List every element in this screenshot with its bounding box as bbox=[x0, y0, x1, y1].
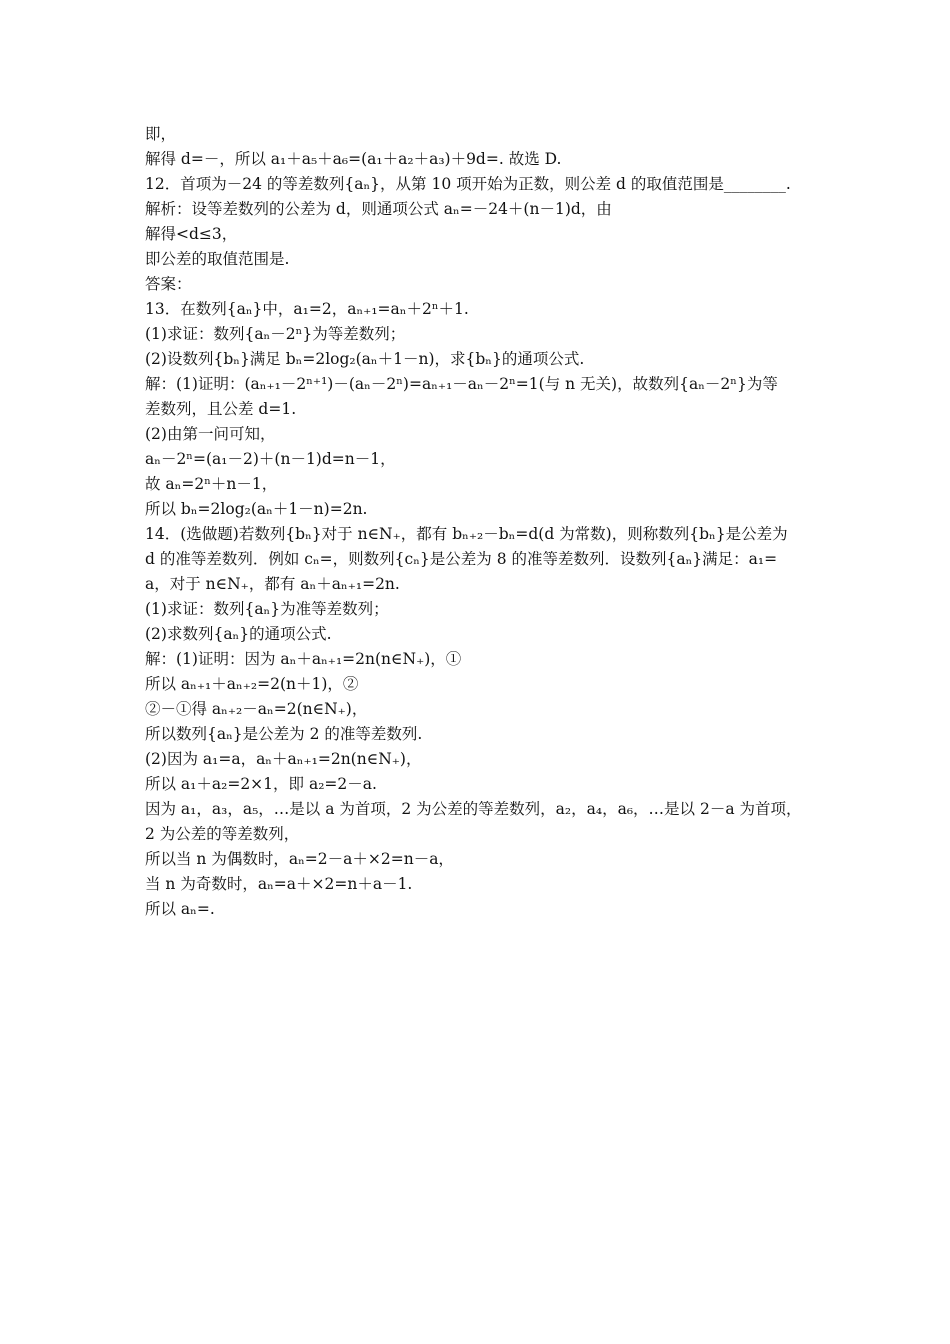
text-line: (1)求证：数列{aₙ}为准等差数列； bbox=[145, 600, 389, 618]
text-line: ②－①得 aₙ₊₂－aₙ=2(n∈N₊)， bbox=[145, 700, 368, 718]
text-line: 所以 aₙ=. bbox=[145, 900, 215, 918]
answer-label: 答案： bbox=[145, 275, 192, 293]
problem-14-statement: 14．(选做题)若数列{bₙ}对于 n∈N₊，都有 bₙ₊₂－bₙ=d(d 为常数)，则称数列{bₙ}是公差为 bbox=[145, 525, 788, 543]
text-line: (2)求数列{aₙ}的通项公式. bbox=[145, 625, 332, 643]
text-line: 所以 aₙ₊₁＋aₙ₊₂=2(n＋1)，② bbox=[145, 675, 359, 693]
text-line: 所以 a₁＋a₂=2×1，即 a₂=2－a. bbox=[145, 775, 377, 793]
text-line: 解得 d=－，所以 a₁＋a₅＋a₆=(a₁＋a₂＋a₃)＋9d=. 故选 D. bbox=[145, 150, 562, 168]
text-line: (1)求证：数列{aₙ－2ⁿ}为等差数列； bbox=[145, 325, 406, 343]
text-line: 解析：设等差数列的公差为 d，则通项公式 aₙ=－24＋(n－1)d，由 bbox=[145, 200, 612, 218]
problem-12-statement: 12．首项为－24 的等差数列{aₙ}，从第 10 项开始为正数，则公差 d 的取值范围是________. bbox=[145, 175, 791, 193]
text-line: d 的准等差数列．例如 cₙ=，则数列{cₙ}是公差为 8 的准等差数列．设数列{aₙ}满足：a₁= bbox=[145, 550, 778, 568]
text-line: 解：(1)证明：(aₙ₊₁－2ⁿ⁺¹)－(aₙ－2ⁿ)=aₙ₊₁－aₙ－2ⁿ=1(与 n 无关)，故数列{aₙ－2ⁿ}为等 bbox=[145, 375, 778, 393]
text-line: 解得<d≤3， bbox=[145, 225, 238, 243]
text-line: a，对于 n∈N₊，都有 aₙ＋aₙ₊₁=2n. bbox=[145, 575, 400, 593]
text-line: (2)设数列{bₙ}满足 bₙ=2log₂(aₙ＋1－n)，求{bₙ}的通项公式. bbox=[145, 350, 585, 368]
text-line: 所以数列{aₙ}是公差为 2 的准等差数列. bbox=[145, 725, 423, 743]
text-line: 当 n 为奇数时，aₙ=a＋×2=n＋a－1. bbox=[145, 875, 413, 893]
text-line: aₙ－2ⁿ=(a₁－2)＋(n－1)d=n－1， bbox=[145, 450, 396, 468]
text-line: 因为 a₁，a₃，a₅，…是以 a 为首项，2 为公差的等差数列，a₂，a₄，a₆，…是以 2－a 为首项， bbox=[145, 800, 802, 818]
text-line: 差数列，且公差 d=1. bbox=[145, 400, 297, 418]
text-line: 2 为公差的等差数列， bbox=[145, 825, 300, 843]
problem-13-statement: 13．在数列{aₙ}中，a₁=2，aₙ₊₁=aₙ＋2ⁿ＋1. bbox=[145, 300, 469, 318]
text-line: 所以当 n 为偶数时，aₙ=2－a＋×2=n－a， bbox=[145, 850, 454, 868]
text-line: 所以 bₙ=2log₂(aₙ＋1－n)=2n. bbox=[145, 500, 368, 518]
document-body bbox=[145, 122, 815, 922]
text-line: 即， bbox=[145, 125, 177, 143]
text-line: 故 aₙ=2ⁿ＋n－1， bbox=[145, 475, 278, 493]
text-line: 即公差的取值范围是. bbox=[145, 250, 290, 268]
text-line: (2)由第一问可知， bbox=[145, 425, 276, 443]
text-line: (2)因为 a₁=a，aₙ＋aₙ₊₁=2n(n∈N₊)， bbox=[145, 750, 422, 768]
text-line: 解：(1)证明：因为 aₙ＋aₙ₊₁=2n(n∈N₊)，① bbox=[145, 650, 462, 668]
